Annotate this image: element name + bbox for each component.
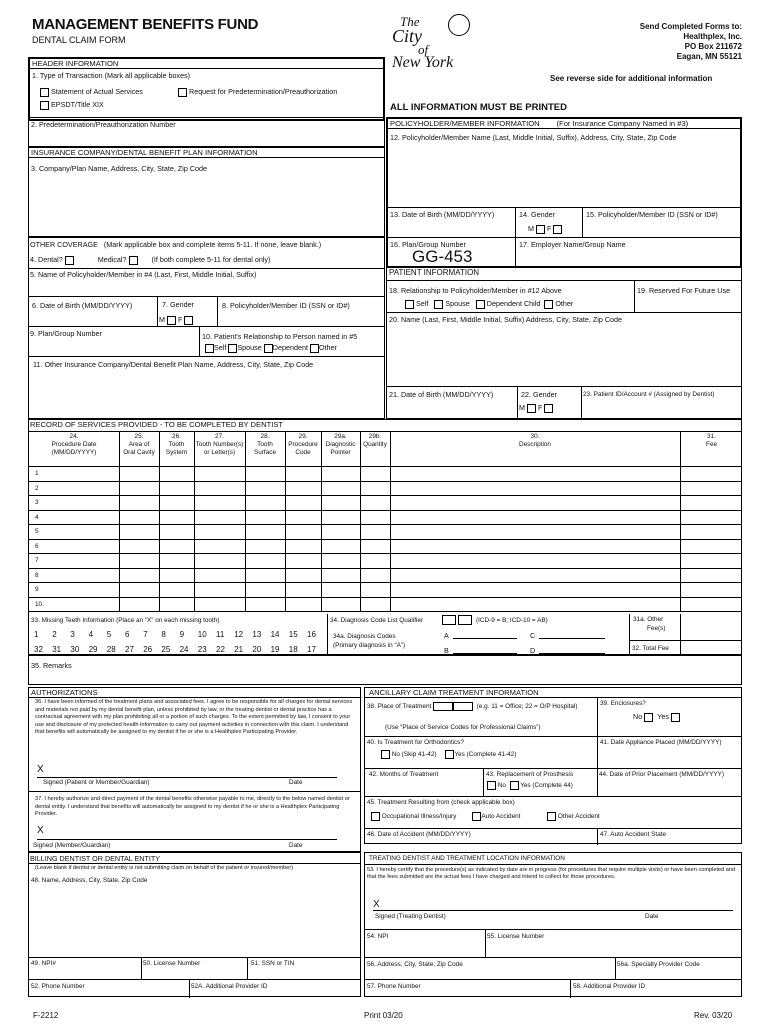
print-date: Print 03/20 xyxy=(364,1011,403,1020)
relationship-18-row: Self Spouse Dependent Child Other xyxy=(405,299,573,309)
form-title: MANAGEMENT BENEFITS FUND xyxy=(32,16,259,33)
diag-d-label: D xyxy=(530,646,536,655)
stmt-checkbox[interactable] xyxy=(40,88,49,97)
all-printed-note: ALL INFORMATION MUST BE PRINTED xyxy=(390,102,567,113)
field-1-label: 1. Type of Transaction (Mark all applicable boxes) xyxy=(32,71,191,80)
billing-title: BILLING DENTIST OR DENTAL ENTITY xyxy=(30,854,161,863)
icd-note: (ICD-9 = B; ICD-10 = AB) xyxy=(476,617,548,624)
field-9-label: 9. Plan/Group Number xyxy=(30,329,102,338)
field-54-label: 54. NPI xyxy=(367,933,389,940)
field-57-label: 57. Phone Number xyxy=(367,983,421,990)
tooth-number[interactable]: 6 xyxy=(125,630,130,639)
treating-date-label: Date xyxy=(645,913,659,920)
service-row-number[interactable]: 8 xyxy=(35,571,39,579)
sig2-label[interactable]: Signed (Member/Guardian) xyxy=(33,842,111,849)
tooth-number[interactable]: 10 xyxy=(197,630,207,639)
sig2-date-label: Date xyxy=(289,842,303,849)
field-40-label: 40. Is Treatment for Orthodontics? xyxy=(367,739,464,746)
treating-title: TREATING DENTIST AND TREATMENT LOCATION INFORMATION xyxy=(369,855,565,862)
gender-14-row: M F xyxy=(528,224,562,234)
services-col-header: 29b. Quantity xyxy=(363,433,387,448)
tooth-number[interactable]: 5 xyxy=(106,630,112,639)
rel10-dependent-checkbox[interactable] xyxy=(264,344,273,353)
billing-note: (Leave blank if dentist or dental entity is not submitting claim on behalf of the patient or insured/member) xyxy=(35,865,294,871)
tooth-number[interactable]: 30 xyxy=(70,645,80,654)
services-title: RECORD OF SERVICES PROVIDED - TO BE COMPLETED BY DENTIST xyxy=(29,420,741,432)
diag-a-label: A xyxy=(444,631,449,640)
services-col-header: 28. Tooth Surface xyxy=(253,433,277,456)
tooth-number[interactable]: 31 xyxy=(52,645,62,654)
field-49-label: 49. NPI# xyxy=(31,960,56,967)
field-19-label: 19. Reserved For Future Use xyxy=(637,286,731,295)
send-address: Send Completed Forms to: Healthplex, Inc. PO Box 211672 Eagan, MN 55121 xyxy=(639,22,742,61)
policyholder-note: (For Insurance Company Named in #3) xyxy=(556,119,689,128)
form-subtitle: DENTAL CLAIM FORM xyxy=(32,35,126,45)
field-16-label: 16. Plan/Group Number xyxy=(390,240,466,249)
tooth-number[interactable]: 16 xyxy=(307,630,316,639)
services-col-header: 30. Description xyxy=(519,433,551,448)
tooth-number[interactable]: 24 xyxy=(179,645,189,654)
city-seal-icon xyxy=(448,14,470,36)
field-37-text: 37. I hereby authorize and direct payment of the dental benefits otherwise payable to me, directly to the below named dentist or dental entity. I understand that benefits will automatically be assigned to my dentist if he or she is a Healthplex Participating Provider. xyxy=(35,796,350,817)
tooth-number[interactable]: 17 xyxy=(307,645,316,654)
field-47-label: 47. Auto Accident State xyxy=(600,831,667,838)
reverse-note: See reverse side for additional information xyxy=(550,74,713,83)
field-50-label: 50. License Number xyxy=(143,960,201,967)
tooth-number[interactable]: 27 xyxy=(125,645,134,654)
sig2-x: X xyxy=(37,825,44,836)
authorizations-section xyxy=(28,687,361,852)
field-3-label: 3. Company/Plan Name, Address, City, State, Zip Code xyxy=(31,164,208,173)
ortho-no-checkbox[interactable] xyxy=(381,750,390,759)
nyc-logo: The City of New York xyxy=(392,14,454,71)
gender14-m-checkbox[interactable] xyxy=(536,225,545,234)
field-18-label: 18. Relationship to Policyholder/Member in #12 Above xyxy=(389,286,562,295)
field-12-label: 12. Policyholder/Member Name (Last, Middle Initial, Suffix), Address, City, State, Zip Code xyxy=(390,133,677,142)
field-15-label: 15. Policyholder/Member ID (SSN or ID#) xyxy=(586,210,718,219)
field-8-label: 8. Policyholder/Member ID (SSN or ID#) xyxy=(222,301,350,310)
field-38-row: 38. Place of Treatment (e.g. 11 = Office; 22 = O/P Hospital) xyxy=(367,703,578,711)
occ-checkbox[interactable] xyxy=(371,812,380,821)
revision: Rev. 03/20 xyxy=(694,1011,733,1020)
field-23-label: 23. Patient ID/Account # (Assigned by Dentist) xyxy=(583,391,715,398)
patient-title: PATIENT INFORMATION xyxy=(387,268,741,281)
field-56a-label: 56a. Specialty Provider Code xyxy=(617,961,700,968)
qualifier-box-1[interactable] xyxy=(442,615,456,625)
field-34a-label: 34a. Diagnosis Codes xyxy=(333,633,396,640)
other-coverage-instr: (Mark applicable box and complete items 5-11. If none, leave blank.) xyxy=(103,240,322,249)
tooth-number[interactable]: 32 xyxy=(34,645,43,654)
services-col-header: 29. Procedure Code xyxy=(288,433,318,456)
gender-7-row: M F xyxy=(159,315,193,325)
relationship-10-row: Self Spouse Dependent Other xyxy=(205,343,337,353)
field-4-row: 4. Dental? Medical? (If both complete 5-11 for dental only) xyxy=(30,255,271,264)
header-title: HEADER INFORMATION xyxy=(30,59,383,69)
field-41-label: 41. Date Appliance Placed (MM/DD/YYYY) xyxy=(600,739,722,746)
qualifier-box-2[interactable] xyxy=(458,615,472,625)
treating-section xyxy=(364,852,742,997)
tooth-number[interactable]: 11 xyxy=(216,630,225,639)
predet-checkbox[interactable] xyxy=(178,88,187,97)
field-14-label: 14. Gender xyxy=(519,210,555,219)
tooth-number[interactable]: 12 xyxy=(234,630,244,639)
tooth-number[interactable]: 20 xyxy=(252,645,262,654)
enclosures-row: No Yes xyxy=(633,712,680,722)
gender7-f-checkbox[interactable] xyxy=(184,316,193,325)
field-46-label: 46. Date of Accident (MM/DD/YYYY) xyxy=(367,831,471,838)
other-accident-checkbox[interactable] xyxy=(547,812,556,821)
field-2-label: 2. Predetermination/Preauthorization Number xyxy=(31,120,176,129)
field-55-label: 55. License Number xyxy=(487,933,545,940)
services-col-header: 31. Fee xyxy=(705,433,717,448)
tooth-number[interactable]: 3 xyxy=(70,630,75,639)
service-row-number[interactable]: 2 xyxy=(35,484,39,492)
field-35-label: 35. Remarks xyxy=(31,661,72,670)
field-13-label: 13. Date of Birth (MM/DD/YYYY) xyxy=(390,210,495,219)
medical-checkbox[interactable] xyxy=(129,256,138,265)
billing-section xyxy=(28,852,361,997)
enclosures-yes-checkbox[interactable] xyxy=(671,713,680,722)
stmt-option[interactable]: Statement of Actual Services xyxy=(40,87,143,97)
insurance-title: INSURANCE COMPANY/DENTAL BENEFIT PLAN INFORMATION xyxy=(29,148,384,158)
tooth-number[interactable]: 28 xyxy=(106,645,116,654)
field-21-label: 21. Date of Birth (MM/DD/YYYY) xyxy=(389,390,494,399)
services-col-header: 24. Procedure Date (MM/DD/YYYY) xyxy=(51,433,97,456)
field-34a-note: (Primary diagnosis in “A”) xyxy=(333,642,406,649)
field-31a-fees: Fee(s) xyxy=(647,625,666,632)
field-45-label: 45. Treatment Resulting from (check applicable box) xyxy=(367,799,515,806)
services-col-header: 26. Tooth System xyxy=(165,433,188,456)
dental-checkbox[interactable] xyxy=(65,256,74,265)
field-48-label: 48. Name, Address, City, State, Zip Code xyxy=(31,877,148,884)
field-42-label: 42. Months of Treatment xyxy=(369,771,439,778)
tooth-number[interactable]: 7 xyxy=(143,630,148,639)
rel10-other-checkbox[interactable] xyxy=(310,344,319,353)
field-6-label: 6. Date of Birth (MM/DD/YYYY) xyxy=(32,301,133,310)
service-row-number[interactable]: 1 xyxy=(35,470,39,477)
rel18-dep-checkbox[interactable] xyxy=(476,300,485,309)
field-33-label: 33. Missing Teeth Information (Place an “X” on each missing tooth) xyxy=(31,617,220,624)
field-39-label: 39. Enclosures? xyxy=(600,700,646,707)
other-coverage-section xyxy=(28,237,385,419)
field-58-label: 58. Additional Provider ID xyxy=(573,983,646,990)
field-52a-label: 52A. Additional Provider ID xyxy=(191,983,268,990)
tooth-number[interactable]: 18 xyxy=(288,645,298,654)
tooth-number[interactable]: 8 xyxy=(161,630,166,639)
field-10-label: 10. Patient's Relationship to Person named in #5 xyxy=(202,332,358,341)
service-row-number[interactable]: 3 xyxy=(35,499,39,506)
predet-option[interactable]: Request for Predetermination/Preauthorization xyxy=(178,87,337,97)
gender14-f-checkbox[interactable] xyxy=(553,225,562,234)
field-52-label: 52. Phone Number xyxy=(31,983,85,990)
field-32-label: 32. Total Fee xyxy=(632,645,669,652)
tooth-number[interactable]: 26 xyxy=(143,645,153,654)
accident-row: Occupational Illness/Injury Auto Accident Other Accident xyxy=(371,812,600,821)
policyholder-title: POLICYHOLDER/MEMBER INFORMATION xyxy=(390,119,540,128)
pot-box-2[interactable] xyxy=(453,702,473,711)
tooth-number[interactable]: 25 xyxy=(161,645,171,654)
gender-22-row: M F xyxy=(519,403,553,413)
field-36-text: 36. I have been informed of the treatment plans and associated fees. I agree to be responsible for all charges for dental services and materials not paid by my dental benefit plan, unless prohibited by law, or the treating dentist or dental practice has a contractual agreement with my plan prohibiting all or a portion of such charges. To the extent permitted by law, I consent to your use and disclosure of my protected health information to carry out payment activities in connection with this claim. I understand that benefits will automatically be assigned to my dentist if he or she is a Healthplex Participating Provider. xyxy=(35,699,353,735)
form-number: F-2212 xyxy=(33,1011,59,1020)
gender22-f-checkbox[interactable] xyxy=(544,404,553,413)
remarks-box[interactable] xyxy=(28,655,742,685)
rel18-other-checkbox[interactable] xyxy=(544,300,553,309)
pot-box-1[interactable] xyxy=(433,702,453,711)
diag-c-label: C xyxy=(530,631,536,640)
rel18-spouse-checkbox[interactable] xyxy=(434,300,443,309)
field-20-label: 20. Name (Last, First, Middle Initial, Suffix) Address, City, State, Zip Code xyxy=(389,315,623,324)
field-22-label: 22. Gender xyxy=(521,390,557,399)
field-34-label: 34. Diagnosis Code List Qualifier xyxy=(330,617,424,624)
tooth-number[interactable]: 21 xyxy=(234,645,244,654)
field-2-box[interactable] xyxy=(28,117,385,147)
enclosures-no-checkbox[interactable] xyxy=(644,713,653,722)
epsdt-checkbox[interactable] xyxy=(40,101,49,110)
services-col-header: 27. Tooth Number(s) or Letter(s) xyxy=(195,433,244,456)
tooth-number[interactable]: 4 xyxy=(88,630,94,639)
service-row-number[interactable]: 5 xyxy=(35,528,39,535)
tooth-number[interactable]: 9 xyxy=(179,630,185,639)
treating-sig-x: X xyxy=(373,899,380,910)
sig1-date-label: Date xyxy=(289,779,303,786)
services-col-header: 25. Area of Oral Cavity xyxy=(123,433,155,456)
tooth-number[interactable]: 2 xyxy=(52,630,57,639)
header-section xyxy=(28,57,385,121)
service-row-number[interactable]: 6 xyxy=(35,542,39,550)
tooth-number[interactable]: 22 xyxy=(216,645,225,654)
pos-note: (Use “Place of Service Codes for Professional Claims”) xyxy=(385,724,541,731)
tooth-number[interactable]: 1 xyxy=(34,630,39,639)
field-53-text: 53. I hereby certify that the procedure(s) as indicated by date are in progress (for procedures that require multiple visits) or have been completed and that the fees submitted are the actual fees I have charged and intend to collect for those procedures. xyxy=(367,867,736,880)
ancillary-section xyxy=(364,687,742,844)
services-col-header: 29a. Diagnostic Pointer xyxy=(325,433,356,456)
diag-b-label: B xyxy=(444,646,449,655)
policyholder-section xyxy=(386,117,742,267)
field-17-label: 17. Employer Name/Group Name xyxy=(519,240,626,249)
epsdt-option[interactable]: EPSDT/Title XIX xyxy=(40,100,104,110)
field-56-label: 56. Address, City, State, Zip Code xyxy=(367,961,463,968)
field-5-label: 5. Name of Policyholder/Member in #4 (Last, First, Middle Initial, Suffix) xyxy=(30,270,257,279)
rel10-self-checkbox[interactable] xyxy=(205,344,214,353)
treating-sig-label[interactable]: Signed (Treating Dentist) xyxy=(375,913,446,920)
gender22-m-checkbox[interactable] xyxy=(527,404,536,413)
prosthesis-yes-checkbox[interactable] xyxy=(510,781,519,790)
patient-section xyxy=(386,267,742,419)
field-31a-label: 31a. Other xyxy=(633,616,664,623)
other-coverage-title: OTHER COVERAGE xyxy=(30,240,98,249)
sig1-x: X xyxy=(37,764,44,775)
tooth-number[interactable]: 23 xyxy=(197,645,207,654)
service-row-number[interactable]: 9 xyxy=(35,586,39,593)
tooth-number[interactable]: 14 xyxy=(270,630,280,639)
gender7-m-checkbox[interactable] xyxy=(167,316,176,325)
group-number-value[interactable]: GG-453 xyxy=(412,247,473,266)
ortho-row: No (Skip 41-42) Yes (Complete 41-42) xyxy=(381,750,516,759)
tooth-number[interactable]: 29 xyxy=(88,645,98,654)
field-43-label: 43. Replacement of Prosthesis xyxy=(486,771,574,778)
sig1-label[interactable]: Signed (Patient or Member/Guardian) xyxy=(43,779,150,786)
tooth-number[interactable]: 13 xyxy=(252,630,262,639)
service-row-number[interactable]: 7 xyxy=(35,557,39,564)
service-row-number[interactable]: 10. xyxy=(35,600,44,608)
service-row-number[interactable]: 4 xyxy=(35,513,39,521)
prosthesis-no-checkbox[interactable] xyxy=(487,781,496,790)
field-11-label: 11. Other Insurance Company/Dental Benefit Plan Name, Address, City, State, Zip Code xyxy=(33,360,314,369)
rel18-self-checkbox[interactable] xyxy=(405,300,414,309)
field-7-label: 7. Gender xyxy=(162,300,194,309)
field-44-label: 44. Date of Prior Placement (MM/DD/YYYY) xyxy=(599,771,725,778)
prosthesis-row: No Yes (Complete 44) xyxy=(487,781,573,790)
field-51-label: 51. SSN or TIN xyxy=(251,960,295,967)
ancillary-title: ANCILLARY CLAIM TREATMENT INFORMATION xyxy=(365,688,741,698)
auth-title: AUTHORIZATIONS xyxy=(29,688,360,698)
insurance-section[interactable] xyxy=(28,147,385,237)
tooth-number[interactable]: 19 xyxy=(270,645,280,654)
tooth-number[interactable]: 15 xyxy=(288,630,298,639)
